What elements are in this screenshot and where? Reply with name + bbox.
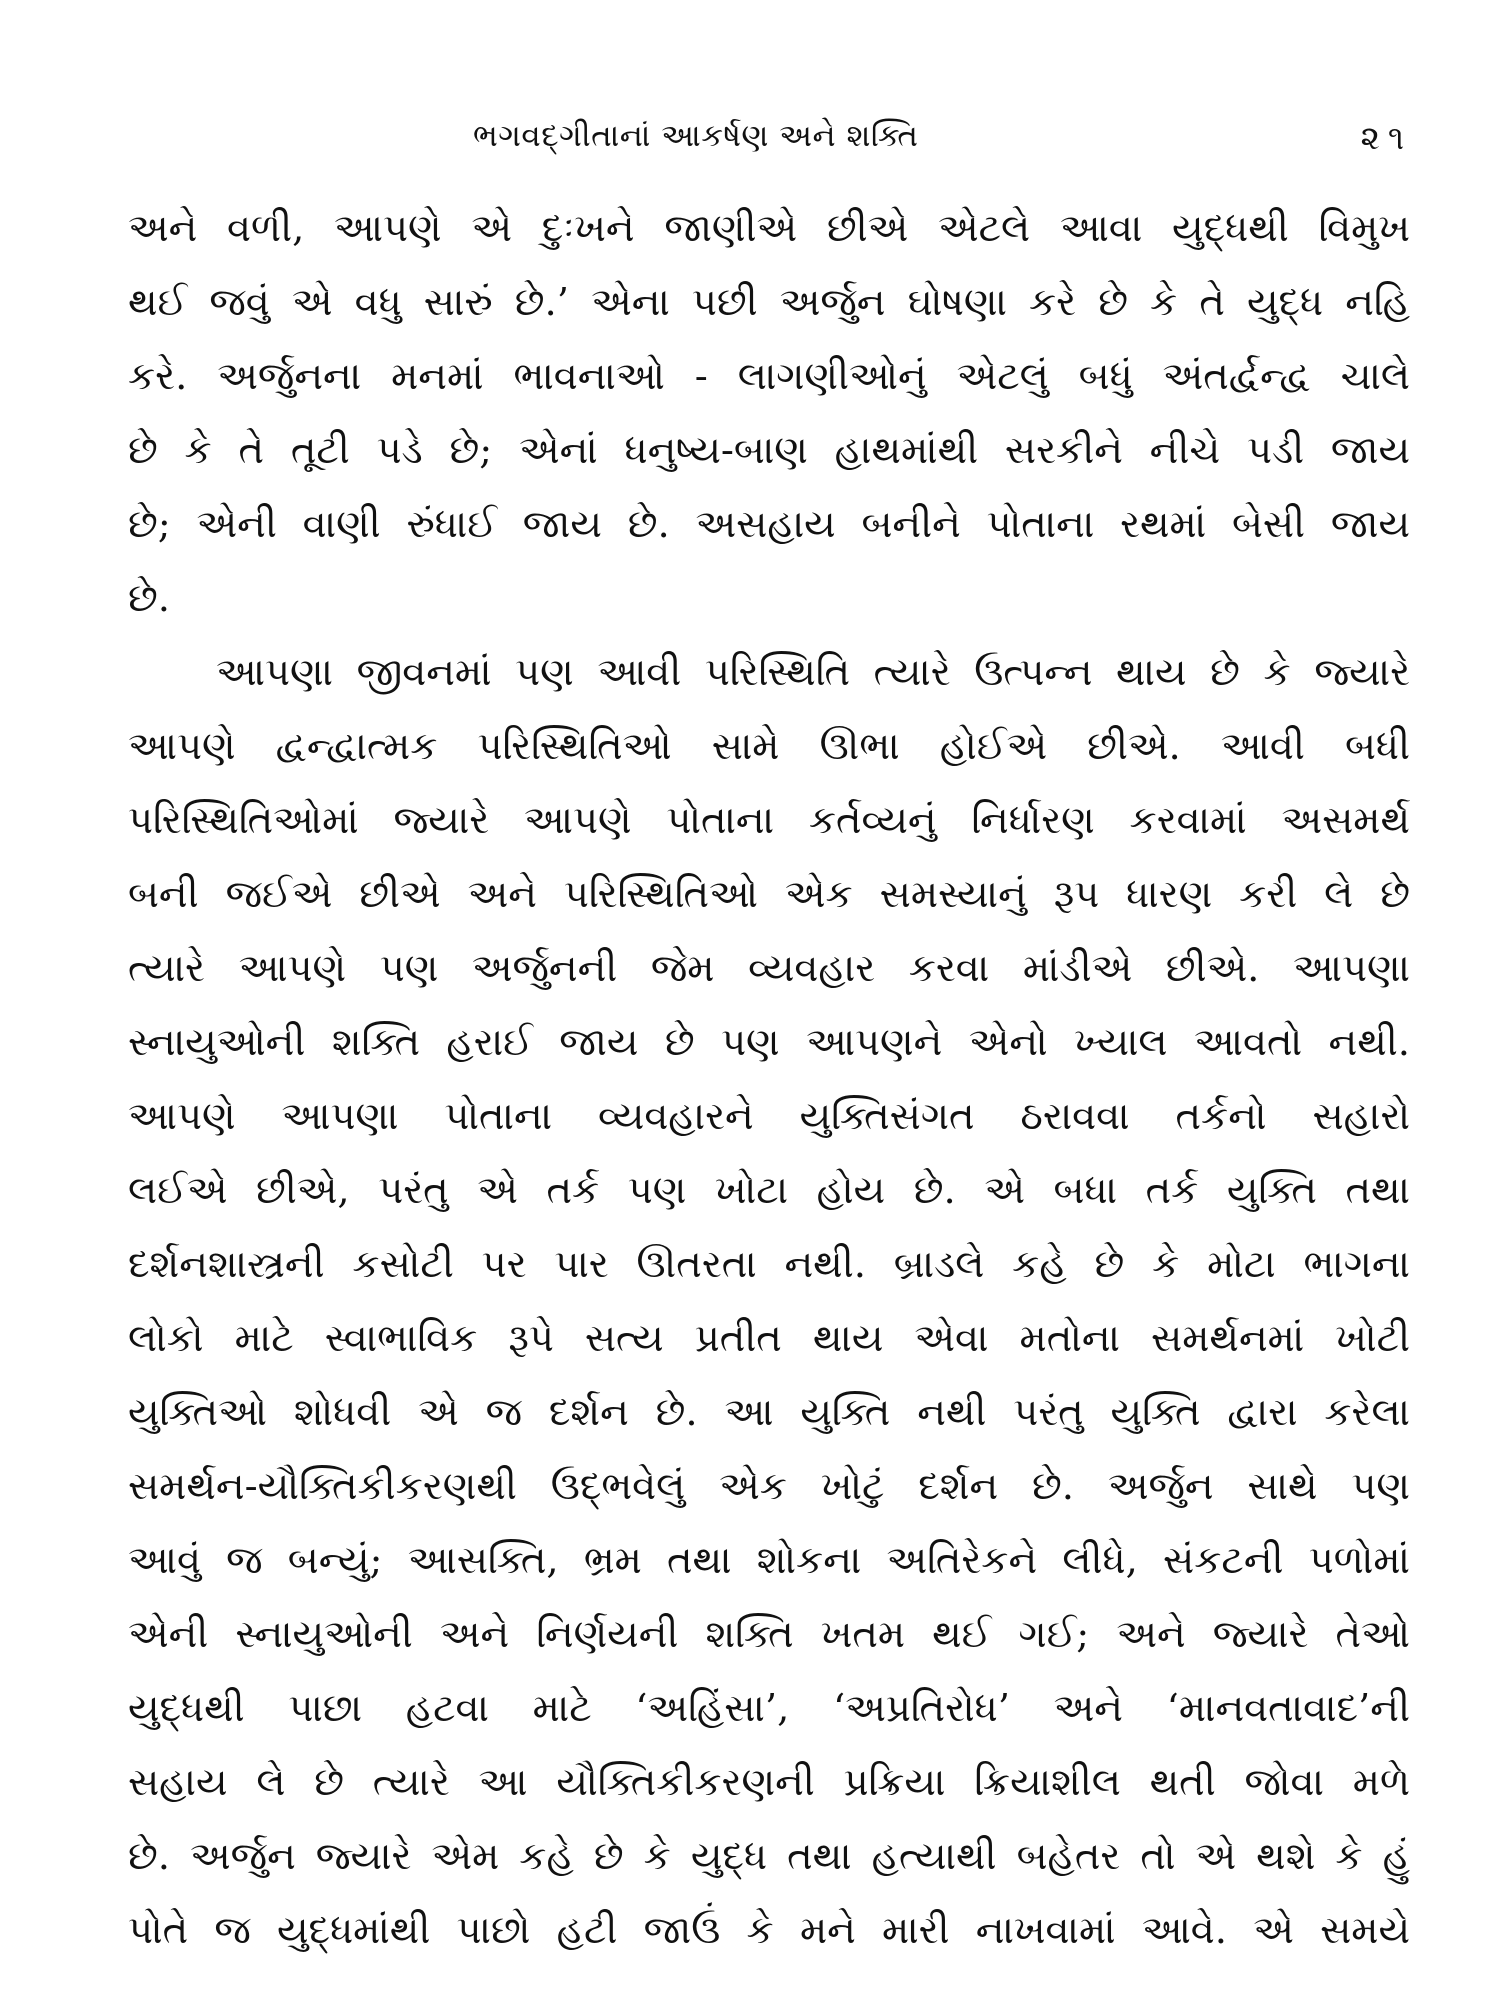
text-line: આપણે આપણા પોતાના વ્યવહારને યુક્તિસંગત ઠરાવવા તર્કનો સહારો (128, 1094, 1410, 1139)
text-line: અને વળી, આપણે એ દુઃખને જાણીએ છીએ એટલે આવા યુદ્ધથી વિમુખ (128, 206, 1410, 251)
text-line: પોતે જ યુદ્ધમાંથી પાછો હટી જાઉં કે મને મારી નાખવામાં આવે. એ સમયે (128, 1908, 1410, 1953)
text-line: પરિસ્થિતિઓમાં જ્યારે આપણે પોતાના કર્તવ્યનું નિર્ધારણ કરવામાં અસમર્થ (128, 798, 1410, 843)
body-text (128, 192, 1410, 1968)
running-header-title: ભગવદ્ગીતાનાં આકર્ષણ અને શક્તિ (473, 118, 919, 154)
text-line: કરે. અર્જુનના મનમાં ભાવનાઓ - લાગણીઓનું એટલું બધું અંતર્દ્વન્દ્વ ચાલે (128, 354, 1410, 399)
text-line: છે. (128, 576, 170, 621)
text-line: સ્નાયુઓની શક્તિ હરાઈ જાય છે પણ આપણને એનો ખ્યાલ આવતો નથી. (128, 1020, 1410, 1065)
text-line: બની જઈએ છીએ અને પરિસ્થિતિઓ એક સમસ્યાનું રૂપ ધારણ કરી લે છે (128, 872, 1410, 917)
text-line: એની સ્નાયુઓની અને નિર્ણયની શક્તિ ખતમ થઈ ગઈ; અને જ્યારે તેઓ (128, 1612, 1410, 1657)
text-line: આપણે દ્વન્દ્વાત્મક પરિસ્થિતિઓ સામે ઊભા હોઈએ છીએ. આવી બધી (128, 724, 1410, 769)
text-line: છે કે તે તૂટી પડે છે; એનાં ધનુષ્ય-બાણ હાથમાંથી સરકીને નીચે પડી જાય (128, 428, 1410, 473)
text-line: સહાય લે છે ત્યારે આ યૌક્તિકીકરણની પ્રક્રિયા ક્રિયાશીલ થતી જોવા મળે (128, 1760, 1410, 1805)
text-line: લોકો માટે સ્વાભાવિક રૂપે સત્ય પ્રતીત થાય એવા મતોના સમર્થનમાં ખોટી (128, 1316, 1410, 1361)
text-line: છે; એની વાણી રુંધાઈ જાય છે. અસહાય બનીને પોતાના રથમાં બેસી જાય (128, 502, 1410, 547)
text-line: લઈએ છીએ, પરંતુ એ તર્ક પણ ખોટા હોય છે. એ બધા તર્ક યુક્તિ તથા (128, 1168, 1410, 1213)
text-line: આપણા જીવનમાં પણ આવી પરિસ્થિતિ ત્યારે ઉત્પન્ન થાય છે કે જ્યારે (216, 650, 1410, 695)
text-line: દર્શનશાસ્ત્રની કસોટી પર પાર ઊતરતા નથી. બ્રાડલે કહે છે કે મોટા ભાગના (128, 1242, 1410, 1287)
text-line: સમર્થન-યૌક્તિકીકરણથી ઉદ્ભવેલું એક ખોટું દર્શન છે. અર્જુન સાથે પણ (128, 1464, 1410, 1509)
running-header (128, 118, 1412, 174)
page-number: ૨૧ (1360, 118, 1412, 157)
text-line: આવું જ બન્યું; આસક્તિ, ભ્રમ તથા શોકના અતિરેકને લીધે, સંકટની પળોમાં (128, 1538, 1410, 1583)
paragraph-1 (128, 192, 1410, 636)
text-line: ત્યારે આપણે પણ અર્જુનની જેમ વ્યવહાર કરવા માંડીએ છીએ. આપણા (128, 946, 1410, 991)
text-line: થઈ જવું એ વધુ સારું છે.’ એના પછી અર્જુન ઘોષણા કરે છે કે તે યુદ્ધ નહિ (128, 280, 1410, 325)
paragraph-2 (128, 636, 1410, 1968)
text-line: યુક્તિઓ શોધવી એ જ દર્શન છે. આ યુક્તિ નથી પરંતુ યુક્તિ દ્વારા કરેલા (128, 1390, 1410, 1435)
text-line: યુદ્ધથી પાછા હટવા માટે ‘અહિંસા’, ‘અપ્રતિરોધ’ અને ‘માનવતાવાદ’ની (128, 1686, 1410, 1731)
text-line: છે. અર્જુન જ્યારે એમ કહે છે કે યુદ્ધ તથા હત્યાથી બહેતર તો એ થશે કે હું (128, 1834, 1410, 1879)
